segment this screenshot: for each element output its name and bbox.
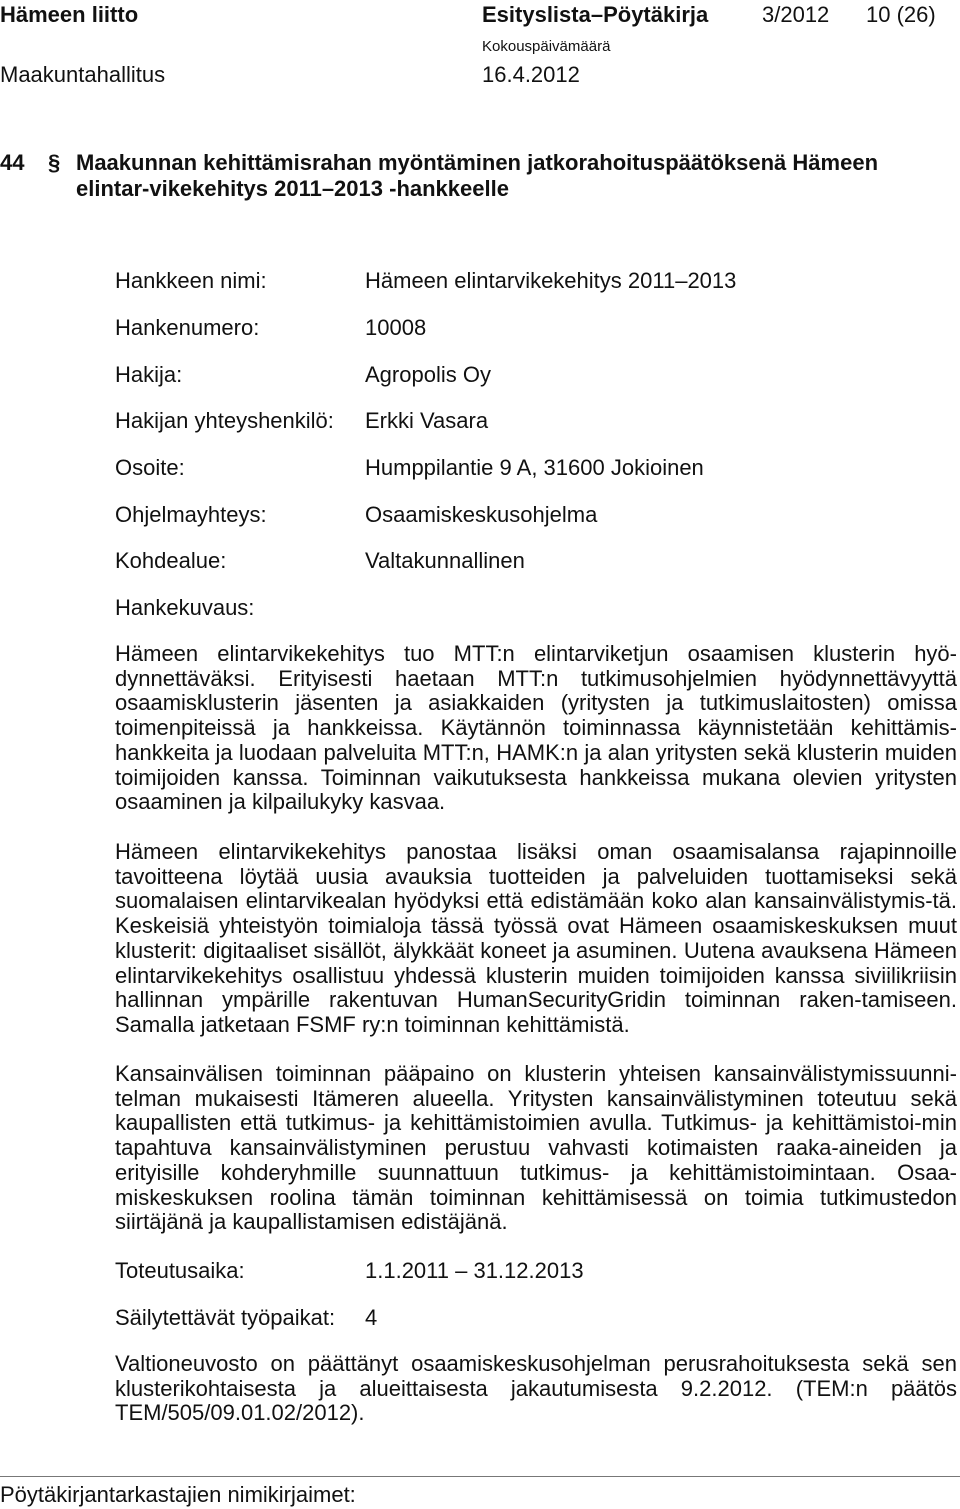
footer-divider — [0, 1476, 960, 1477]
document-type: Esityslista–Pöytäkirja — [482, 2, 709, 27]
section-title: Maakunnan kehittämisrahan myöntäminen jatkorahoituspäätöksenä Hämeen elintar-vikekehitys 2011–2013 -hankkeelle — [76, 150, 879, 201]
document-number: 3/2012 — [762, 2, 830, 27]
jobs-value: 4 — [365, 1305, 378, 1330]
meeting-date: 16.4.2012 — [482, 62, 580, 87]
contact-label: Hakijan yhteyshenkilö: — [115, 408, 334, 433]
description-paragraph-3: Kansainvälisen toiminnan pääpaino on klusterin yhteisen kansainvälistymissuunni-telman mukaisesti Itämeren alueella. Yritysten kansainvälistyminen toteutuu sekä kaupallisten että tutkimus- ja kehittämistoimien avulla. Tutkimus- ja kehittämistoi-min tapahtuva kansainvälistyminen perustuu vahvasti kotimaisten raaka-aineiden ja erityisille kohderyhmille suunnattuun tutkimus- ja kehittämistoimintaan. Osaa-miskeskuksen roolina tämän toiminnan kehittämisessä on toimia tutkimustedon siirtäjänä ja kaupallistamisen edistäjänä. — [115, 1061, 957, 1235]
address-label: Osoite: — [115, 455, 185, 480]
project-number-value: 10008 — [365, 315, 427, 340]
address-value: Humppilantie 9 A, 31600 Jokioinen — [365, 455, 704, 480]
organization-name: Hämeen liitto — [0, 2, 139, 27]
project-name-value: Hämeen elintarvikekehitys 2011–2013 — [365, 268, 737, 293]
meeting-date-label: Kokouspäivämäärä — [482, 38, 611, 55]
closing-paragraph: Valtioneuvosto on päättänyt osaamiskeskusohjelman perusrahoituksesta sekä sen klusterikohtaisesta ja alueittaisesta jakautumisesta 9.2.2012. (TEM:n päätös TEM/505/09.01.02/2012). — [115, 1351, 957, 1426]
program-value: Osaamiskeskusohjelma — [365, 502, 598, 527]
description-paragraph-1: Hämeen elintarvikekehitys tuo MTT:n elintarviketjun osaamisen klusterin hyö-dynnettäväksi. Erityisesti haetaan MTT:n tutkimusohjelmien hyödynnettävyyttä osaamisklusterin jäsenten ja asiakkaiden (yritysten ja tutkimuslaitosten) omissa toimenpiteissä ja hankkeissa. Käytännön toiminnassa käynnistetään kehittämis-hankkeita ja luodaan palveluita MTT:n, HAMK:n ja alan yritysten sekä klusterin muiden toimijoiden kanssa. Toiminnan vaikutuksesta hankkeissa mukana olevien yritysten osaaminen ja kilpailukyky kasvaa. — [115, 641, 957, 815]
applicant-value: Agropolis Oy — [365, 362, 491, 387]
project-number-label: Hankenumero: — [115, 315, 260, 340]
target-area-label: Kohdealue: — [115, 548, 227, 573]
description-label: Hankekuvaus: — [115, 595, 255, 620]
duration-label: Toteutusaika: — [115, 1258, 245, 1283]
page-number: 10 (26) — [866, 2, 936, 27]
jobs-label: Säilytettävät työpaikat: — [115, 1305, 336, 1330]
signatures-label: Pöytäkirjantarkastajien nimikirjaimet: — [0, 1482, 356, 1507]
contact-value: Erkki Vasara — [365, 408, 489, 433]
section-number: 44 — [0, 150, 25, 175]
program-label: Ohjelmayhteys: — [115, 502, 267, 527]
duration-value: 1.1.2011 – 31.12.2013 — [365, 1258, 584, 1283]
description-paragraph-2: Hämeen elintarvikekehitys panostaa lisäksi oman osaamisalansa rajapinnoille tavoitteena löytää uusia avauksia tuotteiden ja palveluiden tuottamiseksi sekä suomalaisen elintarvikealan hyödyksi että edistämään koko alan kansainvälistymis-tä. Keskeisiä yhteistyön toimialoja tässä työssä ovat Hämeen osaamiskeskuksen muut klusterit: digitaaliset sisällöt, älykkäät koneet ja asuminen. Uutena avauksena Hämeen elintarvikekehitys osallistuu yhdessä klusterin muiden toimijoiden kanssa siviilikriisin hallinnan ympärille rakentuvan HumanSecurityGridin toiminnan raken-tamiseen. Samalla jatketaan FSMF ry:n toiminnan kehittämistä. — [115, 839, 957, 1037]
governing-body: Maakuntahallitus — [0, 62, 166, 87]
target-area-value: Valtakunnallinen — [365, 548, 525, 573]
applicant-label: Hakija: — [115, 362, 183, 387]
section-symbol: § — [48, 150, 61, 175]
project-name-label: Hankkeen nimi: — [115, 268, 267, 293]
